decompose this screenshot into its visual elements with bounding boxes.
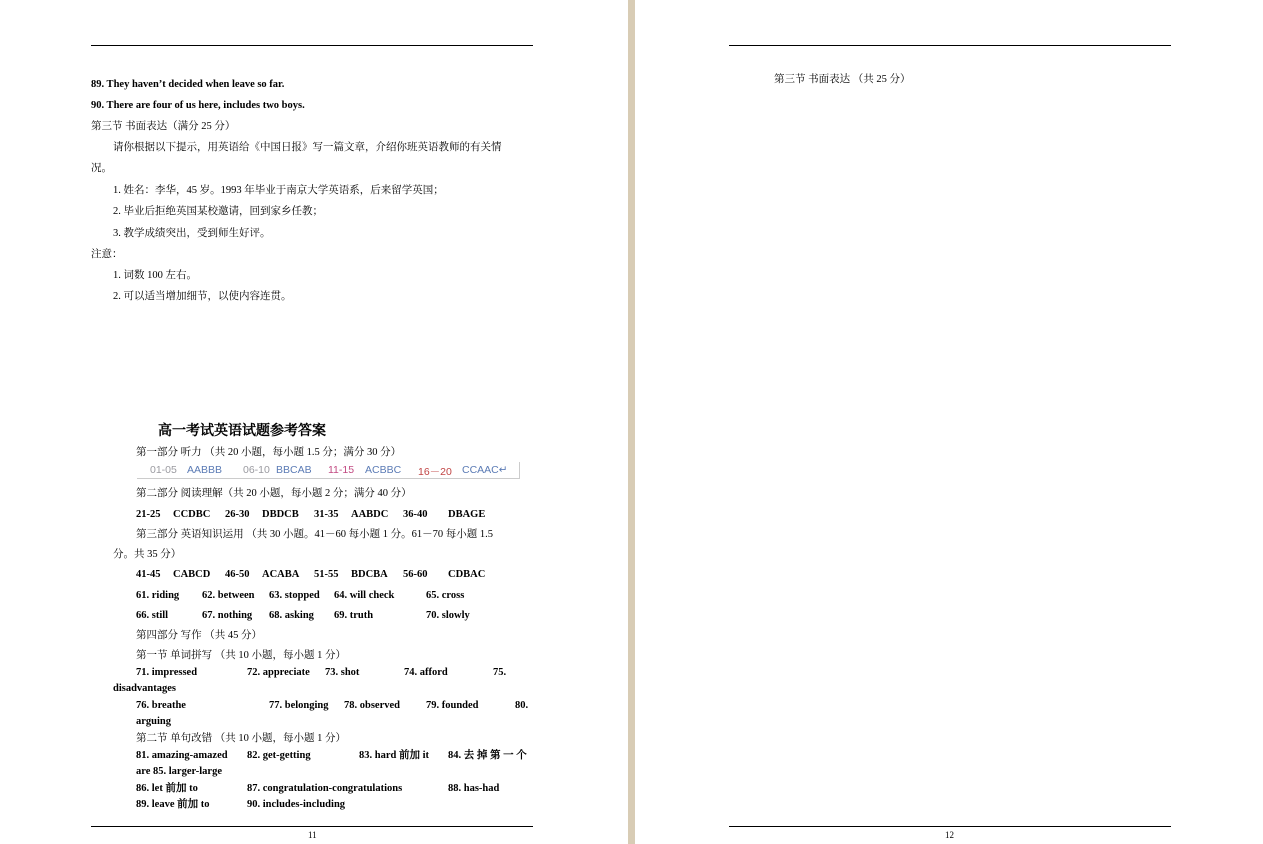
fill-row-2 <box>136 609 536 623</box>
answer-70: 70. slowly <box>426 610 470 621</box>
reading-answers <box>136 508 536 522</box>
prompt-item-3: 3. 教学成绩突出，受到师生好评。 <box>113 228 271 239</box>
part3-heading-line-2: 分。共 35 分） <box>113 549 182 560</box>
error-row-1 <box>136 749 536 763</box>
answer-74: 74. afford <box>404 667 448 678</box>
right-page-number: 12 <box>945 830 954 840</box>
part1-heading: 第一部分 听力 （共 20 小题，每小题 1.5 分；满分 30 分） <box>136 447 402 458</box>
cloze-ans-1: CABCD <box>173 569 211 580</box>
reading-range-4: 36-40 <box>403 509 428 520</box>
prompt-item-2: 2. 毕业后拒绝英国某校邀请，回到家乡任教； <box>113 206 323 217</box>
part4-heading: 第四部分 写作 （共 45 分） <box>136 630 262 641</box>
reading-range-2: 26-30 <box>225 509 250 520</box>
reading-ans-2: DBDCB <box>262 509 299 520</box>
reading-ans-3: AABDC <box>351 509 389 520</box>
sec1-heading: 第一节 单词拼写 （共 10 小题，每小题 1 分） <box>136 650 346 661</box>
left-header-rule <box>91 45 533 46</box>
prompt-item-1: 1. 姓名：李华，45 岁。1993 年毕业于南京大学英语系，后来留学英国； <box>113 185 444 196</box>
answer-79: 79. founded <box>426 700 479 711</box>
answer-73: 73. shot <box>325 667 360 678</box>
answer-71: 71. impressed <box>136 667 198 678</box>
cloze-ans-3: BDCBA <box>351 569 388 580</box>
answer-65: 65. cross <box>426 590 465 601</box>
answer-75-cont: disadvantages <box>113 683 177 694</box>
right-section3-heading: 第三节 书面表达 （共 25 分） <box>774 74 911 85</box>
answer-68: 68. asking <box>269 610 314 621</box>
answer-66: 66. still <box>136 610 169 621</box>
right-footer-rule <box>729 826 1171 827</box>
answer-69: 69. truth <box>334 610 374 621</box>
answer-80: 80. <box>515 700 529 711</box>
answer-81: 81. amazing-amazed <box>136 750 228 761</box>
notes-label: 注意： <box>91 249 123 260</box>
prompt-line-2: 况。 <box>91 163 112 174</box>
listening-range-4: 16－20 <box>418 466 452 478</box>
answer-84-cont: are 85. larger-large <box>136 766 222 777</box>
right-page <box>635 0 1263 844</box>
answer-77: 77. belonging <box>269 700 329 711</box>
error-row-3 <box>136 798 536 812</box>
listening-ans-3: ACBBC <box>365 464 402 476</box>
answer-key-title: 高一考试英语试题参考答案 <box>158 424 326 439</box>
answer-72: 72. appreciate <box>247 667 310 678</box>
right-header-rule <box>729 45 1171 46</box>
answer-88: 88. has-had <box>448 783 500 794</box>
part3-heading-line-1: 第三部分 英语知识运用 （共 30 小题。41－60 每小题 1 分。61－70 每小题 1.5 <box>136 529 493 540</box>
answer-62: 62. between <box>202 590 255 601</box>
answer-90: 90. includes-including <box>247 799 346 810</box>
answer-82: 82. get-getting <box>247 750 311 761</box>
part2-heading: 第二部分 阅读理解（共 20 小题，每小题 2 分；满分 40 分） <box>136 488 412 499</box>
reading-ans-4: DBAGE <box>448 509 486 520</box>
listening-ans-1: AABBB <box>187 464 223 476</box>
answer-67: 67. nothing <box>202 610 253 621</box>
answer-78: 78. observed <box>344 700 400 711</box>
question-89: 89. They haven’t decided when leave so far. <box>91 79 285 90</box>
listening-ans-2: BBCAB <box>276 464 312 476</box>
answer-80-cont: arguing <box>136 716 172 727</box>
fill-row-1 <box>136 589 536 603</box>
answer-89: 89. leave 前加 to <box>136 799 210 810</box>
cloze-range-4: 56-60 <box>403 569 428 580</box>
listening-ans-4: CCAAC↵ <box>462 464 508 476</box>
spell-row-1 <box>136 666 536 680</box>
reading-ans-1: CCDBC <box>173 509 211 520</box>
cloze-ans-4: CDBAC <box>448 569 486 580</box>
answer-86: 86. let 前加 to <box>136 783 198 794</box>
question-90: 90. There are four of us here, includes two boys. <box>91 100 305 111</box>
answer-61: 61. riding <box>136 590 180 601</box>
cloze-range-3: 51-55 <box>314 569 339 580</box>
sec2-heading: 第二节 单句改错 （共 10 小题，每小题 1 分） <box>136 733 346 744</box>
answer-64: 64. will check <box>334 590 395 601</box>
cloze-range-2: 46-50 <box>225 569 250 580</box>
spell-row-2 <box>136 699 536 713</box>
error-row-2 <box>136 782 536 796</box>
answer-76: 76. breathe <box>136 700 186 711</box>
listening-range-1: 01-05 <box>150 464 177 476</box>
listening-range-2: 06-10 <box>243 464 270 476</box>
prompt-line-1: 请你根据以下提示，用英语给《中国日报》写一篇文章，介绍你班英语教师的有关情 <box>113 142 502 153</box>
reading-range-3: 31-35 <box>314 509 339 520</box>
answer-75: 75. <box>493 667 507 678</box>
answer-63: 63. stopped <box>269 590 320 601</box>
answer-83: 83. hard 前加 it <box>359 750 430 761</box>
answer-84: 84. 去 掉 第 一 个 <box>448 750 527 761</box>
note-1: 1. 词数 100 左右。 <box>113 270 197 281</box>
page-spine <box>628 0 635 844</box>
left-footer-rule <box>91 826 533 827</box>
cloze-ans-2: ACABA <box>262 569 300 580</box>
answer-87: 87. congratulation-congratulations <box>247 783 403 794</box>
listening-answers <box>137 462 520 479</box>
listening-range-3: 11-15 <box>328 464 355 476</box>
section3-heading: 第三节 书面表达（满分 25 分） <box>91 121 236 132</box>
cloze-range-1: 41-45 <box>136 569 161 580</box>
note-2: 2. 可以适当增加细节，以使内容连贯。 <box>113 291 292 302</box>
cloze-answers <box>136 568 536 582</box>
reading-range-1: 21-25 <box>136 509 161 520</box>
left-page-number: 11 <box>308 830 317 840</box>
